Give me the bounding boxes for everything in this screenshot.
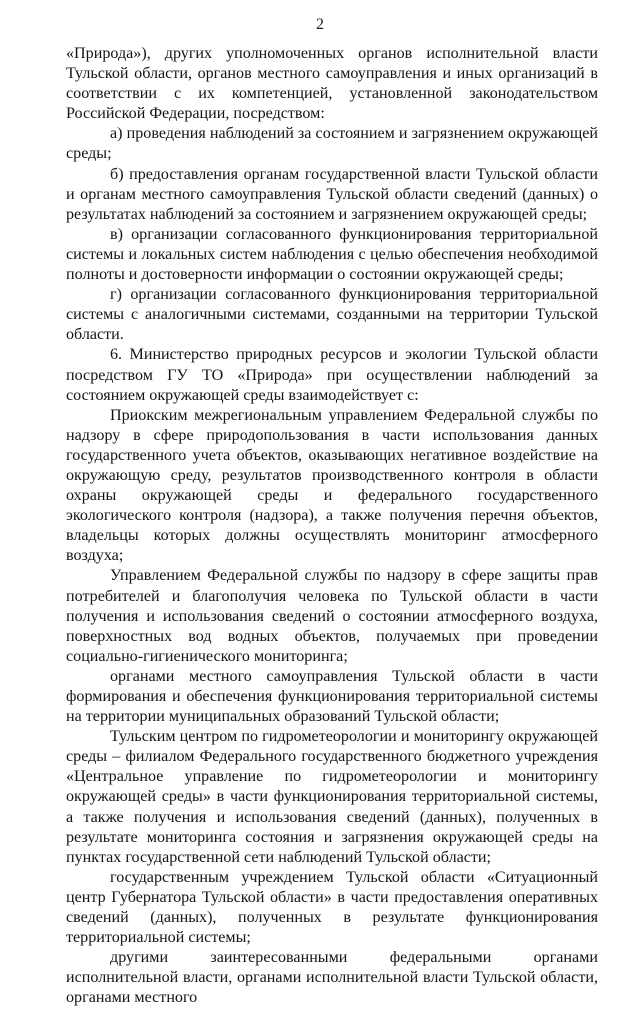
paragraph-situation-center: государственным учреждением Тульской области «Ситуационный центр Губернатора Тульской области» в части предоставления оперативных сведений (данных), полученных в результате функционирования территориальной системы; (66, 868, 598, 947)
paragraph-consumer-protection-service: Управлением Федеральной службы по надзору в сфере защиты прав потребителей и благополучия человека по Тульской области в части получения и использования сведений о состоянии атмосферного воздуха, поверхностных вод водных объектов, получаемых при проведении социально-гигиенического мониторинга; (66, 567, 598, 665)
paragraph: «Природа»), других уполномоченных органов исполнительной власти Тульской области, органов местного самоуправления и иных организаций в соответствии с их компетенцией, установленной законодательством Российской Федерации, посредством: (66, 45, 598, 123)
paragraph-hydrometeorology-center: Тульским центром по гидрометеорологии и мониторингу окружающей среды – филиалом Федерального государственного бюджетного учреждения «Центральное управление по гидрометеорологии и мониторингу окружающей среды» в части функционирования территориальной системы, а также получения и использования сведений (данных), полученных в результате мониторинга состояния и загрязнения окружающей среды на пунктах государственной сети наблюдений Тульской области; (66, 728, 598, 866)
paragraph-item-a: а) проведения наблюдений за состоянием и загрязнением окружающей среды; (66, 125, 598, 163)
paragraph-local-self-government: органами местного самоуправления Тульской области в части формирования и обеспечения функционирования территориальной системы на территории муниципальных образований Тульской области; (66, 667, 598, 726)
paragraph-item-v: в) организации согласованного функционирования территориальной системы и локальных систем наблюдения с целью обеспечения необходимой полноты и достоверности информации о состоянии окружающей среды; (66, 225, 598, 284)
document-body (66, 44, 598, 1009)
paragraph-item-b: б) предоставления органам государственной власти Тульской области и органам местного самоуправления Тульской области сведений (данных) о результатах наблюдений за состоянием и загрязнением окружающей среды; (66, 165, 598, 223)
paragraph-item-g: г) организации согласованного функционирования территориальной системы с аналогичными системами, созданными на территории Тульской области. (66, 286, 598, 344)
paragraph-section-6: 6. Министерство природных ресурсов и экологии Тульской области посредством ГУ ТО «Природа» при осуществлении наблюдений за состоянием окружающей среды взаимодействует с: (66, 346, 598, 404)
paragraph-prioksk-administration: Приокским межрегиональным управлением Федеральной службы по надзору в сфере природопользования в части использования данных государственного учета объектов, оказывающих негативное воздействие на окружающую среду, результатов производственного контроля в области охраны окружающей среды и федерального государственного экологического контроля (надзора), а также получения перечня объектов, владельцы которых должны осуществлять мониторинг атмосферного воздуха; (66, 406, 598, 565)
paragraph-other-bodies: другими заинтересованными федеральными органами исполнительной власти, органами исполнительной власти Тульской области, органами местного (66, 949, 598, 1007)
page-number: 2 (316, 16, 324, 33)
